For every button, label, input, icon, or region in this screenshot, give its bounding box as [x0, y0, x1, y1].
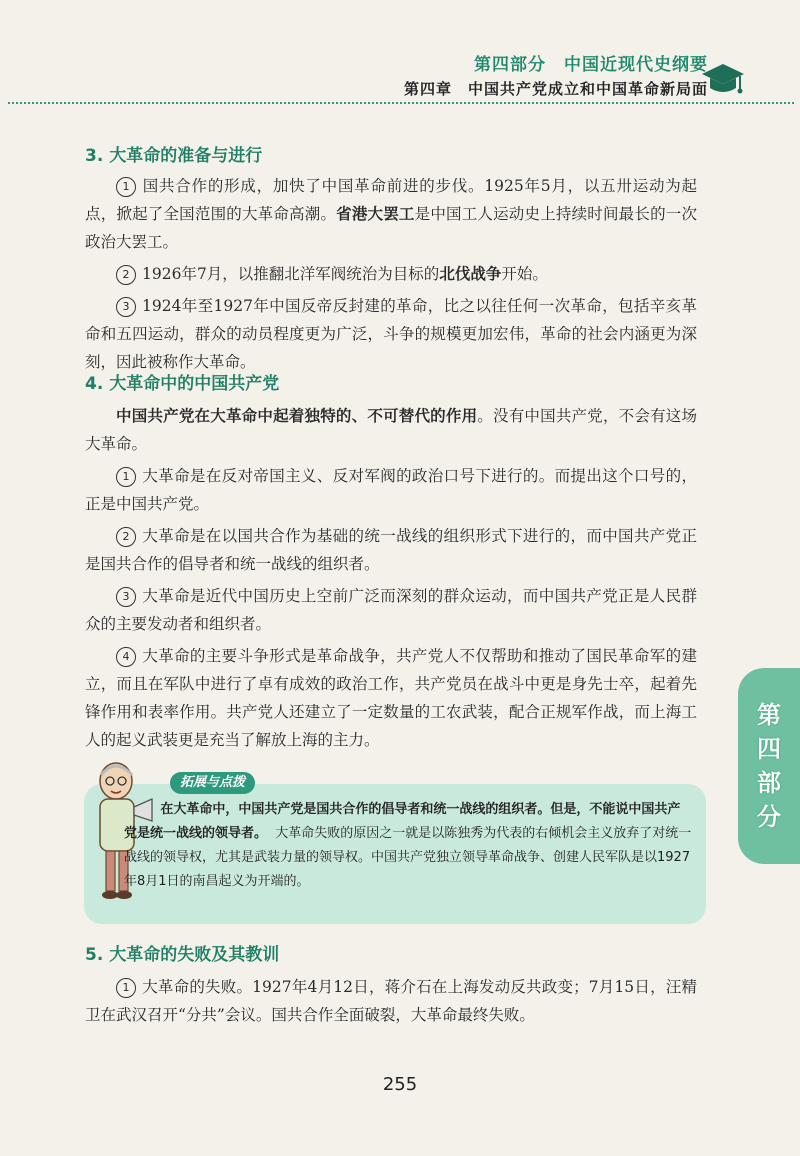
paragraph-text: 国共合作的形成，加快了中国革命前进的步伐。1925年5月，以五卅运动为起点，掀起了全国范围的大革命高潮。: [85, 177, 697, 223]
section-4-paragraph-2: [85, 522, 697, 578]
paragraph-text: 是中国工人运动史上持续时间最长的一次政治大罢工。: [85, 205, 697, 251]
section-5: [85, 940, 697, 1029]
tip-body-text: 大革命失败的原因之一就是以陈独秀为代表的右倾机会主义放弃了对统一战线的领导权，尤其是武装力量的领导权。中国共产党独立领导革命战争、创建人民军队是以1927年8月1日的南昌起义为开端的。: [124, 826, 692, 889]
circled-number: 3: [116, 297, 136, 317]
circled-number: 2: [116, 527, 136, 547]
paragraph-text: 1924年至1927年中国反帝反封建的革命，比之以往任何一次革命，包括辛亥革命和五四运动，群众的动员程度更为广泛，斗争的规模更加宏伟，革命的社会内涵更为深刻，因此被称作大革命。: [85, 297, 697, 371]
tip-text: [124, 798, 692, 894]
section-4-paragraph-1: [85, 462, 697, 518]
section-4-intro: [85, 402, 697, 458]
side-tab-char: 第: [757, 701, 781, 729]
circled-number: 3: [116, 587, 136, 607]
paragraph-text: 开始。: [501, 265, 548, 283]
paragraph-text: 大革命是在以国共合作为基础的统一战线的组织形式下进行的，而中国共产党正是国共合作的倡导者和统一战线的组织者。: [85, 527, 697, 573]
paragraph-text: 1926年7月，以推翻北洋军阀统治为目标的: [142, 265, 440, 283]
header-part-title: 第四部分 中国近现代史纲要: [474, 55, 708, 75]
paragraph-text: 大革命的主要斗争形式是革命战争，共产党人不仅帮助和推动了国民革命军的建立，而且在军队中进行了卓有成效的政治工作，共产党员在战斗中更是身先士卒，起着先锋作用和表率作用。共产党人还建立了一定数量的工农武装，配合正规军作战，而上海工人的起义武装更是充当了解放上海的主力。: [85, 647, 697, 749]
bold-term: 中国共产党在大革命中起着独特的、不可替代的作用: [116, 407, 478, 425]
circled-number: 1: [116, 978, 136, 998]
section-4-paragraph-3: [85, 582, 697, 638]
graduation-cap-icon: [700, 58, 746, 98]
page-number: 255: [382, 1074, 418, 1095]
section-3-paragraph-2: [85, 260, 697, 288]
section-5-title: 5. 大革命的失败及其教训: [85, 945, 280, 965]
circled-number: 4: [116, 647, 136, 667]
section-3-paragraph-1: [85, 172, 697, 256]
side-tab-char: 部: [757, 769, 781, 797]
paragraph-text: 大革命的失败。1927年4月12日，蒋介石在上海发动反共政变；7月15日，汪精卫在武汉召开“分共”会议。国共合作全面破裂，大革命最终失败。: [85, 978, 697, 1024]
section-5-paragraph-1: [85, 973, 697, 1029]
section-3-title: 3. 大革命的准备与进行: [85, 146, 263, 166]
bold-term: 省港大罢工: [336, 205, 415, 223]
side-tab-part: [738, 668, 800, 864]
paragraph-text: 大革命是近代中国历史上空前广泛而深刻的群众运动，而中国共产党正是人民群众的主要发动者和组织者。: [85, 587, 697, 633]
header-divider: [8, 102, 794, 104]
section-4-title: 4. 大革命中的中国共产党: [85, 374, 280, 394]
side-tab-char: 分: [757, 803, 781, 831]
tip-bold-text: 在大革命中，中国共产党是国共合作的倡导者和统一战线的组织者。但是，不能说中国共产党是统一战线的领导者。: [124, 802, 681, 841]
paragraph-text: 大革命是在反对帝国主义、反对军阀的政治口号下进行的。而提出这个口号的，正是中国共产党。: [85, 467, 697, 513]
paragraph-text: 。没有中国共产党，不会有这场大革命。: [85, 407, 697, 453]
section-4-paragraph-4: [85, 642, 697, 754]
bold-term: 北伐战争: [439, 265, 502, 283]
circled-number: 2: [116, 265, 136, 285]
circled-number: 1: [116, 467, 136, 487]
tip-badge: 拓展与点拨: [170, 772, 255, 794]
circled-number: 1: [116, 177, 136, 197]
section-3: [85, 141, 697, 376]
section-3-paragraph-3: [85, 292, 697, 376]
header-chapter-title: 第四章 中国共产党成立和中国革命新局面: [403, 80, 708, 98]
section-4: [85, 369, 697, 754]
side-tab-char: 四: [757, 735, 781, 763]
